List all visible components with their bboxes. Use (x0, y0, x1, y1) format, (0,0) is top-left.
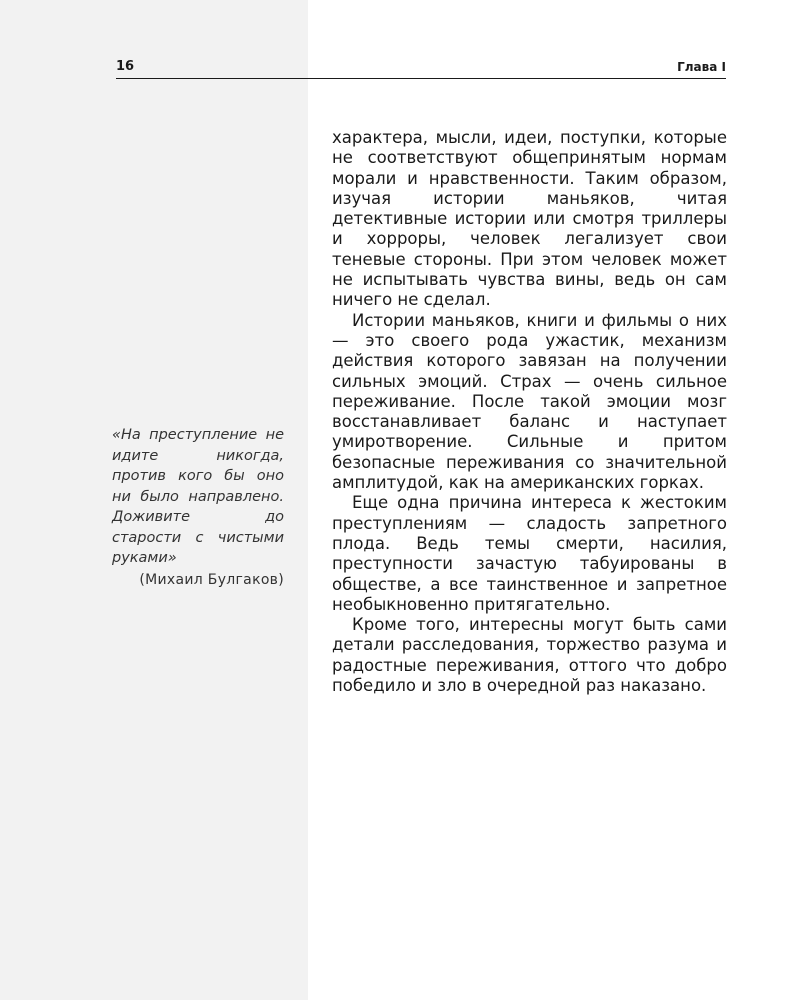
running-head (116, 58, 726, 79)
epigraph (112, 425, 284, 590)
page-number: 16 (116, 59, 135, 74)
epigraph-quote: «На преступление не идите никогда, против кого бы оно ни было направлено. Доживите до старости с чистыми руками» (112, 427, 284, 566)
epigraph-author: (Михаил Булгаков) (139, 571, 284, 588)
chapter-label: Глава I (677, 60, 726, 74)
paragraph-4: Кроме того, интересны могут быть сами детали расследования, торжество разума и радостные переживания, оттого что добро победило и зло в очередной раз наказано. (332, 615, 727, 696)
paragraph-2: Истории маньяков, книги и фильмы о них — это своего рода ужастик, механизм действия которого завязан на получении сильных эмоций. Страх — очень сильное переживание. После такой эмоции мозг восстанавливает баланс и наступает умиротворение. Сильные и притом безопасные переживания со значительной амплитудой, как на американских горках. (332, 310, 727, 493)
paragraph-3: Еще одна причина интереса к жестоким преступлениям — сладость запретного плода. Ведь темы смерти, насилия, преступности зачастую табуированы в обществе, а все таинственное и запретное необыкновенно притягательно. (332, 493, 727, 614)
main-text (332, 128, 727, 696)
paragraph-1: характера, мысли, идеи, поступки, которые не соответствуют общепринятым нормам морали и нравственности. Таким образом, изучая истории маньяков, читая детективные истории или смотря триллеры и хорроры, человек легализует свои теневые стороны. При этом человек может не испытывать чувства вины, ведь он сам ничего не сделал. (332, 128, 727, 310)
